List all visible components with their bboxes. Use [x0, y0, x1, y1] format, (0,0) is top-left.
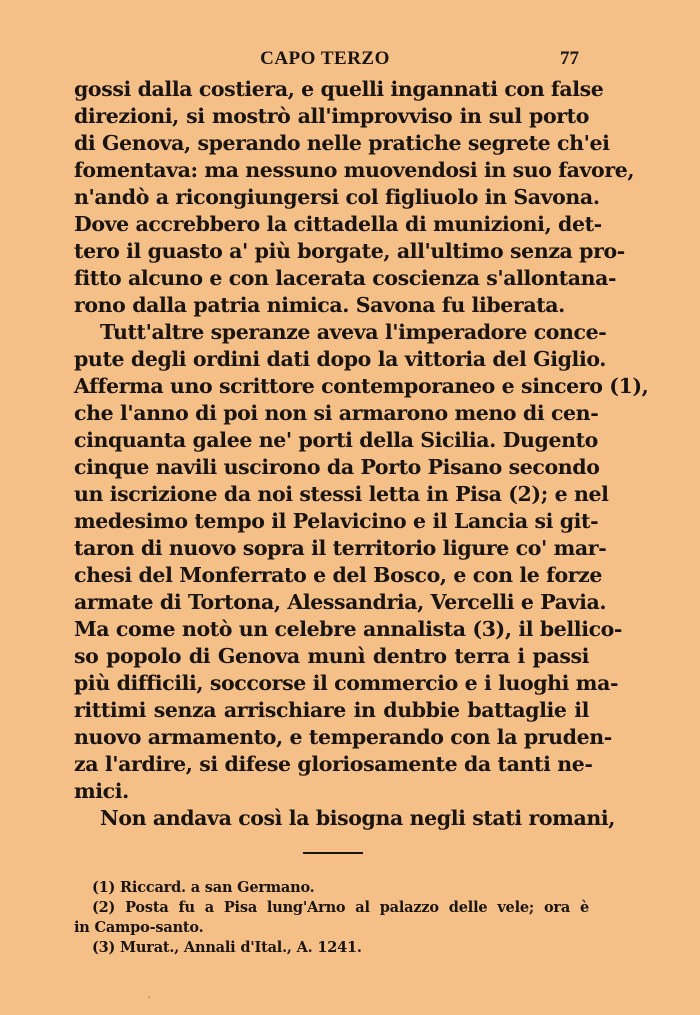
- body-text: [74, 76, 649, 832]
- footnote-separator-rule: [303, 852, 363, 854]
- text-line: fitto alcuno e con lacerata coscienza s'allontana-: [74, 266, 617, 290]
- text-line: che l'anno di poi non si armarono meno di cen-: [74, 401, 599, 425]
- text-line: gossi dalla costiera, e quelli ingannati con false: [74, 77, 604, 101]
- text-line: so popolo di Genova munì dentro terra i passi: [74, 644, 589, 668]
- text-line: mici.: [74, 779, 129, 803]
- page-number: 77: [560, 48, 579, 69]
- text-line: cinque navili uscirono da Porto Pisano secondo: [74, 455, 600, 479]
- text-line: di Genova, sperando nelle pratiche segrete ch'ei: [74, 131, 610, 155]
- running-head: [0, 48, 700, 74]
- text-line: Afferma uno scrittore contemporaneo e sincero (1),: [74, 374, 649, 398]
- text-line: armate di Tortona, Alessandria, Vercelli e Pavia.: [74, 590, 607, 614]
- text-line: medesimo tempo il Pelavicino e il Lancia si git-: [74, 509, 599, 533]
- text-line: za l'ardire, si difese gloriosamente da tanti ne-: [74, 752, 593, 776]
- footnote-line: (1) Riccard. a san Germano.: [92, 879, 315, 896]
- text-line: taron di nuovo sopra il territorio ligure co' mar-: [74, 536, 607, 560]
- text-line: nuovo armamento, e temperando con la pruden-: [74, 725, 612, 749]
- text-line: Dove accrebbero la cittadella di munizioni, det-: [74, 212, 602, 236]
- chapter-title: CAPO TERZO: [260, 48, 390, 69]
- text-line: più difficili, soccorse il commercio e i luoghi ma-: [74, 671, 619, 695]
- text-line: tero il guasto a' più borgate, all'ultimo senza pro-: [74, 239, 625, 263]
- footnote-line: (2) Posta fu a Pisa lung'Arno al palazzo delle vele; ora è: [92, 899, 589, 916]
- footnote-line: (3) Murat., Annali d'Ital., A. 1241.: [92, 939, 362, 956]
- text-line: direzioni, si mostrò all'improvviso in sul porto: [74, 104, 589, 128]
- footnotes: [74, 878, 589, 958]
- text-line: Ma come notò un celebre annalista (3), il bellico-: [74, 617, 623, 641]
- text-line: n'andò a ricongiungersi col figliuolo in Savona.: [74, 185, 600, 209]
- text-line: fomentava: ma nessuno muovendosi in suo favore,: [74, 158, 635, 182]
- paper-speck: [148, 996, 150, 998]
- text-line: un iscrizione da noi stessi letta in Pisa (2); e nel: [74, 482, 609, 506]
- text-line: cinquanta galee ne' porti della Sicilia. Dugento: [74, 428, 598, 452]
- text-line: rono dalla patria nimica. Savona fu liberata.: [74, 293, 565, 317]
- footnote-line: in Campo-santo.: [74, 919, 204, 936]
- text-line: Tutt'altre speranze aveva l'imperadore conce-: [100, 320, 607, 344]
- text-line: rittimi senza arrischiare in dubbie battaglie il: [74, 698, 589, 722]
- text-line: pute degli ordini dati dopo la vittoria del Giglio.: [74, 347, 606, 371]
- text-line: chesi del Monferrato e del Bosco, e con le forze: [74, 563, 603, 587]
- text-line: Non andava così la bisogna negli stati romani,: [100, 806, 615, 830]
